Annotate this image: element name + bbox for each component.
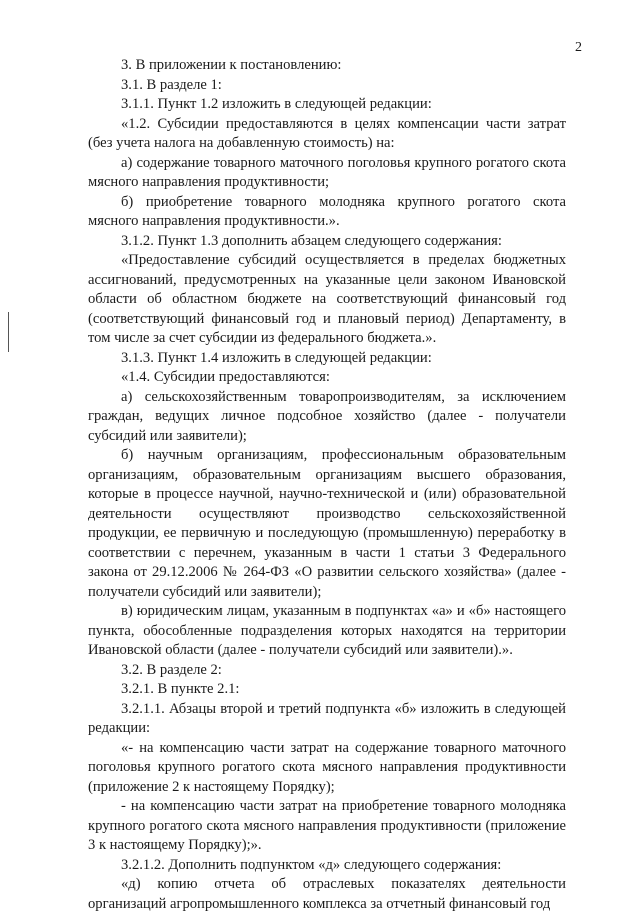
paragraph: «1.2. Субсидии предоставляются в целях компенсации части затрат (без учета налога на добавленную стоимость) на: — [88, 115, 566, 151]
paragraph: «д) копию отчета об отраслевых показателях деятельности организаций агропромышленного комплекса за отчетный финансовый год — [88, 876, 566, 912]
paragraph: 3.1.2. Пункт 1.3 дополнить абзацем следующего содержания: — [121, 232, 502, 249]
paragraph: 3.2. В разделе 2: — [121, 661, 222, 678]
document-body — [88, 56, 566, 914]
paragraph: 3.2.1.2. Дополнить подпунктом «д» следующего содержания: — [121, 856, 502, 873]
page-number: 2 — [575, 40, 582, 55]
paragraph: 3.2.1.1. Абзацы второй и третий подпункта «б» изложить в следующей редакции: — [88, 700, 566, 736]
paragraph: б) приобретение товарного молодняка крупного рогатого скота мясного направления продуктивности.». — [88, 193, 566, 229]
paragraph: 3.1. В разделе 1: — [121, 76, 222, 93]
paragraph: «Предоставление субсидий осуществляется в пределах бюджетных ассигнований, предусмотренных на указанные цели законом Ивановской области об областном бюджете на соответствующий финансовый год (соответствующий финансовый год и плановый период) Департаменту, в том числе за счет субсидии из федерального бюджета.». — [88, 252, 566, 346]
paragraph: 3. В приложении к постановлению: — [121, 57, 342, 73]
paragraph: 3.1.3. Пункт 1.4 изложить в следующей редакции: — [121, 349, 432, 366]
paragraph: - на компенсацию части затрат на приобретение товарного молодняка крупного рогатого скота мясного направления продуктивности (приложение 3 к настоящему Порядку);». — [88, 798, 566, 853]
paragraph: а) сельскохозяйственным товаропроизводителям, за исключением граждан, ведущих личное подсобное хозяйство (далее - получатели субсидий или заявители); — [88, 388, 566, 444]
paragraph: а) содержание товарного маточного поголовья крупного рогатого скота мясного направления продуктивности; — [88, 154, 566, 190]
paragraph: «1.4. Субсидии предоставляются: — [121, 369, 330, 385]
paragraph: 3.2.1. В пункте 2.1: — [121, 681, 240, 697]
paragraph: 3.1.1. Пункт 1.2 изложить в следующей редакции: — [121, 96, 432, 112]
paragraph: б) научным организациям, профессиональным образовательным организациям, образовательным организациям высшего образования, которые в процессе научной, научно-технической и (или) образовательной деятельности осуществляют производство сельскохозяйственной продукции, ее первичную и последующую (промышленную) переработку в соответствии с перечнем, указанным в части 1 статьи 3 Федерального закона от 29.12.2006 № 264-ФЗ «О развитии сельского хозяйства» (далее - получатели субсидий или заявители); — [88, 447, 566, 600]
margin-mark — [8, 312, 9, 352]
paragraph: в) юридическим лицам, указанным в подпунктах «а» и «б» настоящего пункта, обособленные подразделения которых находятся на территории Ивановской области (далее - получатели субсидий или заявители).». — [88, 603, 566, 658]
paragraph: «- на компенсацию части затрат на содержание товарного маточного поголовья крупного рогатого скота мясного направления продуктивности (приложение 2 к настоящему Порядку); — [88, 739, 566, 795]
